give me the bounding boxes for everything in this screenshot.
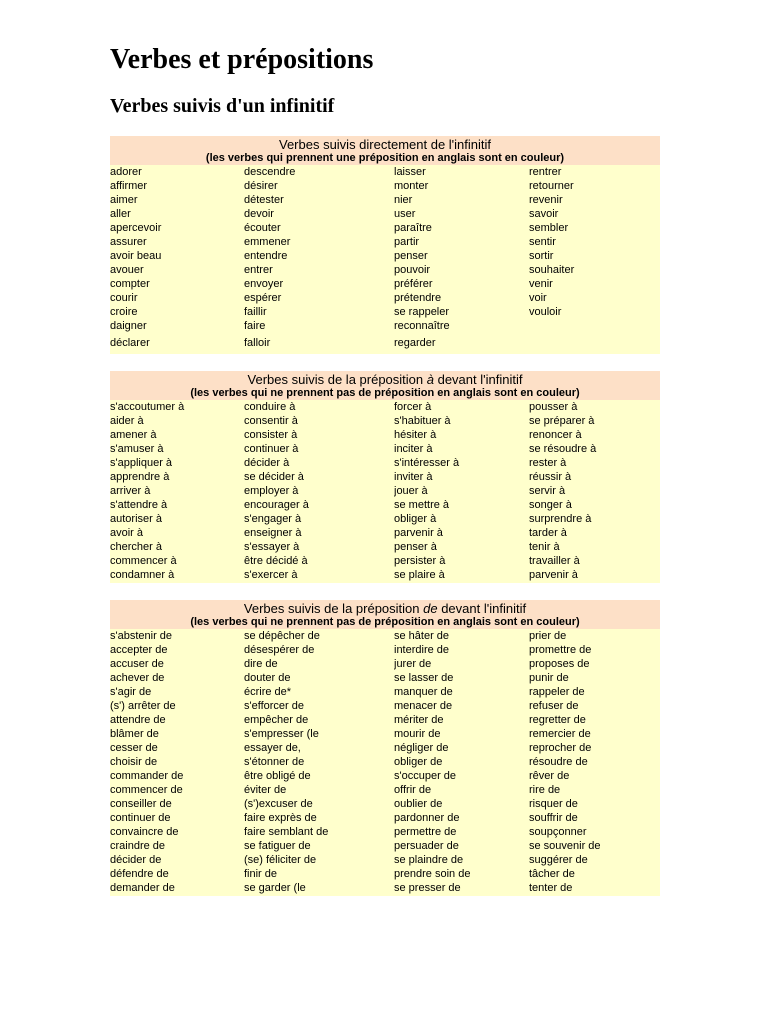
verb-cell: se mettre à	[394, 499, 450, 511]
verb-cell: venir	[529, 278, 553, 290]
verb-cell: inviter à	[394, 471, 433, 483]
verb-cell: pardonner de	[394, 812, 460, 824]
verb-cell	[529, 319, 660, 333]
verb-cell: employer à	[244, 485, 299, 497]
verb-column	[529, 400, 660, 582]
verb-cell: se garder (le	[244, 882, 306, 894]
verb-cell: se résoudre à	[529, 443, 597, 455]
verb-cell: obliger de	[394, 756, 443, 768]
verb-cell: se fatiguer de	[244, 840, 311, 852]
verb-cell: parvenir à	[394, 527, 443, 539]
verb-cell: descendre	[244, 166, 296, 178]
verb-cell: s'efforcer de	[244, 700, 304, 712]
table-header	[110, 600, 660, 629]
verb-cell: faire	[244, 320, 266, 332]
verb-cell: s'exercer à	[244, 569, 298, 581]
verb-cell: entendre	[244, 250, 288, 262]
verb-cell: partir	[394, 236, 420, 248]
verb-cell: sentir	[529, 236, 556, 248]
verb-cell: continuer de	[110, 812, 171, 824]
verb-cell: se souvenir de	[529, 840, 601, 852]
verb-cell: faillir	[244, 306, 267, 318]
verb-cell: s'abstenir de	[110, 630, 173, 642]
verb-cell: s'empresser (le	[244, 728, 319, 740]
verb-cell: savoir	[529, 208, 559, 220]
verb-cell: regretter de	[529, 714, 586, 726]
verb-cell: courir	[110, 292, 138, 304]
verb-cell: envoyer	[244, 278, 284, 290]
verb-cell: se rappeler	[394, 306, 450, 318]
table-subtitle: (les verbes qui ne prennent pas de préposition en anglais sont en couleur)	[190, 387, 580, 399]
verb-cell: être obligé de	[244, 770, 311, 782]
verb-cell: soupçonner	[529, 826, 587, 838]
verb-cell: s'attendre à	[110, 499, 168, 511]
verb-cell: laisser	[394, 166, 426, 178]
verb-cell: rappeler de	[529, 686, 585, 698]
verb-cell: conduire à	[244, 401, 296, 413]
verb-cell: parvenir à	[529, 569, 578, 581]
verb-cell: finir de	[244, 868, 278, 880]
verb-column	[244, 400, 394, 582]
verb-cell: penser à	[394, 541, 437, 553]
verb-cell: avoir à	[110, 527, 144, 539]
verb-cell: renoncer à	[529, 429, 582, 441]
verb-cell: continuer à	[244, 443, 299, 455]
verb-cell: forcer à	[394, 401, 432, 413]
section-title: Verbes suivis d'un infinitif	[110, 95, 335, 117]
table-title-text: Verbes suivis directement de l'infinitif	[278, 137, 492, 152]
verb-cell: enseigner à	[244, 527, 302, 539]
verb-cell: décider à	[244, 457, 290, 469]
verb-cell: commander de	[110, 770, 184, 782]
verb-cell: s'amuser à	[110, 443, 164, 455]
verb-cell: paraître	[394, 222, 432, 234]
verb-column	[529, 629, 660, 895]
table-title	[110, 372, 660, 387]
verb-column	[110, 400, 244, 582]
verb-cell: désirer	[244, 180, 278, 192]
verb-cell: refuser de	[529, 700, 579, 712]
verb-column	[110, 165, 244, 350]
verb-cell: être décidé à	[244, 555, 308, 567]
verb-cell: suggérer de	[529, 854, 588, 866]
verb-cell: consister à	[244, 429, 298, 441]
verb-cell: s'habituer à	[394, 415, 451, 427]
verb-cell: choisir de	[110, 756, 158, 768]
table-title-text: Verbes suivis de la préposition	[247, 372, 427, 387]
verb-cell: inciter à	[394, 443, 433, 455]
verb-column	[394, 400, 529, 582]
verb-cell: souffrir de	[529, 812, 578, 824]
verb-cell: songer à	[529, 499, 572, 511]
verb-cell: se plaire à	[394, 569, 445, 581]
verb-cell: croire	[110, 306, 138, 318]
verb-cell: aider à	[110, 415, 144, 427]
verb-cell: accuser de	[110, 658, 164, 670]
verb-cell: tenir à	[529, 541, 560, 553]
verb-cell: commencer à	[110, 555, 177, 567]
verb-cell: penser	[394, 250, 428, 262]
verb-cell: retourner	[529, 180, 574, 192]
verb-cell: faire semblant de	[244, 826, 329, 838]
verb-cell: tâcher de	[529, 868, 575, 880]
verb-column	[394, 165, 529, 350]
verb-cell: s'agir de	[110, 686, 152, 698]
verb-cell: décider de	[110, 854, 162, 866]
verb-cell: adorer	[110, 166, 142, 178]
verb-column	[244, 165, 394, 350]
verb-cell: risquer de	[529, 798, 578, 810]
verb-cell: manquer de	[394, 686, 453, 698]
verb-cell: écouter	[244, 222, 281, 234]
table-title-text-end: devant l'infinitif	[437, 601, 527, 616]
verb-cell: pouvoir	[394, 264, 431, 276]
verb-cell: se presser de	[394, 882, 461, 894]
verb-columns	[110, 165, 660, 350]
verb-cell: préférer	[394, 278, 433, 290]
verb-cell: cesser de	[110, 742, 158, 754]
verb-cell: (s') arrêter de	[110, 700, 176, 712]
verb-cell: user	[394, 208, 416, 220]
verb-cell: permettre de	[394, 826, 457, 838]
verb-cell: dire de	[244, 658, 278, 670]
verb-column	[529, 165, 660, 350]
verb-cell: se décider à	[244, 471, 304, 483]
verb-cell: hésiter à	[394, 429, 437, 441]
verb-cell: (s')excuser de	[244, 798, 313, 810]
table-title-text-end: devant l'infinitif	[433, 372, 523, 387]
verb-cell: assurer	[110, 236, 147, 248]
verb-cell: nier	[394, 194, 413, 206]
verb-cell: conseiller de	[110, 798, 172, 810]
verb-cell: s'essayer à	[244, 541, 300, 553]
table-header	[110, 136, 660, 165]
verb-cell: remercier de	[529, 728, 591, 740]
verb-cell: reprocher de	[529, 742, 592, 754]
verb-cell: réussir à	[529, 471, 572, 483]
verb-cell: surprendre à	[529, 513, 592, 525]
verb-cell: voir	[529, 292, 547, 304]
verb-cell: falloir	[244, 337, 271, 349]
verb-cell: se préparer à	[529, 415, 595, 427]
verb-cell: résoudre de	[529, 756, 588, 768]
table-title	[110, 601, 660, 616]
verb-cell: reconnaître	[394, 320, 450, 332]
verb-cell: demander de	[110, 882, 175, 894]
verb-columns	[110, 400, 660, 582]
verb-columns	[110, 629, 660, 895]
verb-cell: jurer de	[394, 658, 432, 670]
verb-cell: s'engager à	[244, 513, 302, 525]
table-title	[110, 137, 660, 152]
verb-cell: faire exprès de	[244, 812, 317, 824]
verb-cell: consentir à	[244, 415, 298, 427]
verb-cell: désespérer de	[244, 644, 315, 656]
verb-cell: pousser à	[529, 401, 578, 413]
verb-cell: convaincre de	[110, 826, 179, 838]
verb-cell: se lasser de	[394, 672, 454, 684]
table-direct-infinitive	[110, 136, 660, 354]
verb-cell: défendre de	[110, 868, 169, 880]
verb-cell: aimer	[110, 194, 138, 206]
verb-cell: rêver de	[529, 770, 570, 782]
verb-cell: se hâter de	[394, 630, 450, 642]
verb-cell: accepter de	[110, 644, 168, 656]
verb-cell: monter	[394, 180, 429, 192]
verb-cell: s'appliquer à	[110, 457, 173, 469]
verb-cell: se dépêcher de	[244, 630, 320, 642]
verb-cell: déclarer	[110, 337, 150, 349]
verb-cell: sortir	[529, 250, 554, 262]
verb-cell: proposes de	[529, 658, 590, 670]
verb-cell: vouloir	[529, 306, 562, 318]
table-preposition-a	[110, 371, 660, 583]
verb-cell: s'occuper de	[394, 770, 457, 782]
verb-cell: interdire de	[394, 644, 450, 656]
verb-cell: tenter de	[529, 882, 573, 894]
verb-cell: travailler à	[529, 555, 580, 567]
verb-cell: s'accoutumer à	[110, 401, 185, 413]
verb-cell: devoir	[244, 208, 274, 220]
verb-cell: écrire de*	[244, 686, 292, 698]
verb-cell: avouer	[110, 264, 144, 276]
verb-cell: craindre de	[110, 840, 166, 852]
verb-cell: autoriser à	[110, 513, 162, 525]
verb-cell: empêcher de	[244, 714, 309, 726]
verb-cell: s'intéresser à	[394, 457, 460, 469]
verb-cell: apercevoir	[110, 222, 162, 234]
verb-cell: essayer de,	[244, 742, 301, 754]
verb-cell: jouer à	[394, 485, 428, 497]
verb-cell: éviter de	[244, 784, 287, 796]
verb-cell: amener à	[110, 429, 157, 441]
verb-cell: revenir	[529, 194, 563, 206]
verb-cell: arriver à	[110, 485, 151, 497]
table-title-preposition: de	[423, 601, 438, 616]
verb-cell: s'étonner de	[244, 756, 305, 768]
verb-cell: condamner à	[110, 569, 175, 581]
verb-cell: commencer de	[110, 784, 183, 796]
verb-cell: servir à	[529, 485, 566, 497]
verb-cell: chercher à	[110, 541, 162, 553]
verb-cell: regarder	[394, 337, 436, 349]
verb-cell: persuader de	[394, 840, 459, 852]
verb-cell: attendre de	[110, 714, 166, 726]
table-title-text: Verbes suivis de la préposition	[243, 601, 424, 616]
verb-cell: mériter de	[394, 714, 444, 726]
verb-cell: détester	[244, 194, 284, 206]
verb-column	[394, 629, 529, 895]
verb-cell: tarder à	[529, 527, 567, 539]
verb-cell: persister à	[394, 555, 446, 567]
verb-cell: rire de	[529, 784, 561, 796]
verb-cell: rester à	[529, 457, 567, 469]
verb-column	[244, 629, 394, 895]
verb-cell: punir de	[529, 672, 569, 684]
verb-cell: apprendre à	[110, 471, 170, 483]
table-header	[110, 371, 660, 400]
verb-cell: obliger à	[394, 513, 437, 525]
verb-cell: rentrer	[529, 166, 562, 178]
table-subtitle: (les verbes qui ne prennent pas de préposition en anglais sont en couleur)	[190, 616, 580, 628]
table-preposition-de	[110, 600, 660, 896]
verb-cell: menacer de	[394, 700, 453, 712]
verb-column	[110, 629, 244, 895]
verb-cell: prier de	[529, 630, 567, 642]
verb-cell: daigner	[110, 320, 147, 332]
verb-cell: offrir de	[394, 784, 432, 796]
verb-cell: avoir beau	[110, 250, 162, 262]
verb-cell: compter	[110, 278, 150, 290]
verb-cell: prendre soin de	[394, 868, 471, 880]
verb-cell: mourir de	[394, 728, 441, 740]
verb-cell: entrer	[244, 264, 273, 276]
verb-cell: douter de	[244, 672, 291, 684]
verb-cell: espérer	[244, 292, 282, 304]
verb-cell: emmener	[244, 236, 291, 248]
verb-cell: aller	[110, 208, 131, 220]
verb-cell: (se) féliciter de	[244, 854, 317, 866]
verb-cell: oublier de	[394, 798, 443, 810]
verb-cell: promettre de	[529, 644, 592, 656]
verb-cell: se plaindre de	[394, 854, 464, 866]
verb-cell: sembler	[529, 222, 569, 234]
table-subtitle: (les verbes qui prennent une préposition en anglais sont en couleur)	[205, 152, 565, 164]
verb-cell: blâmer de	[110, 728, 159, 740]
verb-cell: souhaiter	[529, 264, 575, 276]
table-title-preposition: à	[426, 372, 434, 387]
verb-cell	[529, 336, 660, 350]
page-title: Verbes et prépositions	[110, 44, 374, 75]
verb-cell: achever de	[110, 672, 165, 684]
verb-cell: négliger de	[394, 742, 449, 754]
verb-cell: affirmer	[110, 180, 148, 192]
verb-cell: prétendre	[394, 292, 442, 304]
verb-cell: encourager à	[244, 499, 309, 511]
